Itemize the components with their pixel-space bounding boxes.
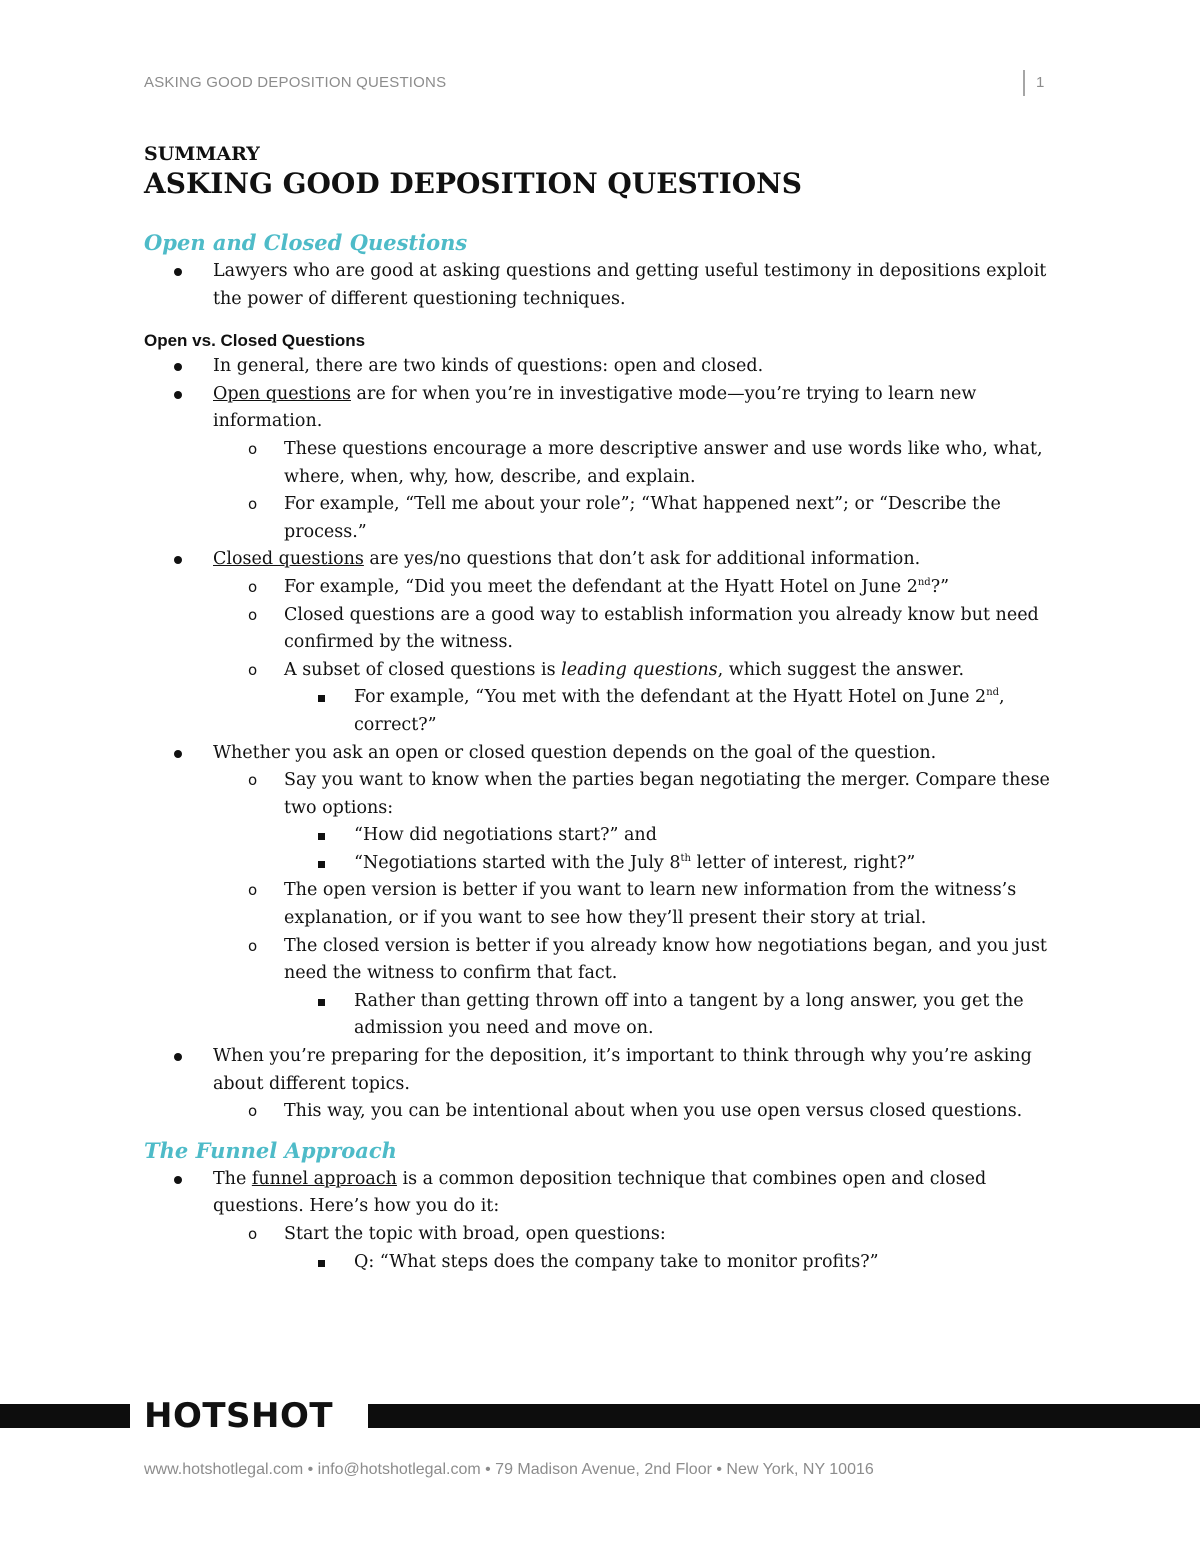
footer-contact-line: www.hotshotlegal.com • info@hotshotlegal.com • 79 Madison Avenue, 2nd Floor • New York, NY 10016 — [144, 1461, 874, 1478]
hotshot-logo: HOTSHOT — [144, 1396, 334, 1436]
term-closed-questions: Closed questions — [213, 549, 364, 570]
term-leading-questions: leading questions — [561, 659, 718, 680]
running-header-title: ASKING GOOD DEPOSITION QUESTIONS — [144, 74, 447, 91]
square-bullet-icon — [318, 822, 325, 850]
square-bullet-icon — [318, 1249, 325, 1277]
document-body — [144, 142, 1064, 1276]
list-item: Open questions are for when you’re in investigative mode—you’re trying to learn new information. — [144, 381, 1064, 436]
list-item: o Say you want to know when the parties began negotiating the merger. Compare these two options: — [144, 767, 1064, 822]
circle-bullet-icon: o — [248, 1102, 258, 1121]
list-item: Closed questions are yes/no questions that don’t ask for additional information. — [144, 546, 1064, 574]
list-item: Whether you ask an open or closed question depends on the goal of the question. — [144, 740, 1064, 768]
bullet-icon — [174, 1166, 182, 1194]
bullet-icon — [174, 546, 182, 574]
section-heading-funnel: The Funnel Approach — [144, 1137, 397, 1163]
section-heading-open-closed: Open and Closed Questions — [144, 230, 468, 255]
circle-bullet-icon: o — [248, 660, 258, 679]
square-bullet-icon — [318, 684, 325, 712]
circle-bullet-icon: o — [248, 771, 258, 790]
list-item: o The closed version is better if you already know how negotiations began, and you just need the witness to confirm that fact. — [144, 933, 1064, 988]
page-number: 1 — [1036, 74, 1045, 91]
list-item: o These questions encourage a more descriptive answer and use words like who, what, where, when, why, how, describe, and explain. — [144, 436, 1064, 491]
list-item: “Negotiations started with the July 8th letter of interest, right?” — [144, 850, 1064, 878]
list-item: o This way, you can be intentional about when you use open versus closed questions. — [144, 1098, 1064, 1126]
circle-bullet-icon: o — [248, 495, 258, 514]
list-item: o For example, “Did you meet the defendant at the Hyatt Hotel on June 2nd?” — [144, 574, 1064, 602]
bullet-icon — [174, 1043, 182, 1071]
list-item: o Start the topic with broad, open questions: — [144, 1221, 1064, 1249]
circle-bullet-icon: o — [248, 439, 258, 458]
subheading-open-vs-closed: Open vs. Closed Questions — [144, 331, 366, 351]
list-item: For example, “You met with the defendant at the Hyatt Hotel on June 2nd, correct?” — [144, 684, 1064, 739]
bullet-icon — [174, 258, 182, 286]
list-item: o Closed questions are a good way to establish information you already know but need confirmed by the witness. — [144, 602, 1064, 657]
list-item: o The open version is better if you want to learn new information from the witness’s explanation, or if you want to see how they’ll present their story at trial. — [144, 877, 1064, 932]
circle-bullet-icon: o — [248, 1225, 258, 1243]
summary-kicker: SUMMARY — [144, 143, 260, 165]
term-open-questions: Open questions — [213, 383, 351, 404]
circle-bullet-icon: o — [248, 936, 258, 955]
circle-bullet-icon: o — [248, 605, 258, 624]
bullet-icon — [174, 381, 182, 409]
circle-bullet-icon: o — [248, 577, 258, 596]
footer-bar-right — [368, 1404, 1200, 1428]
document-title: ASKING GOOD DEPOSITION QUESTIONS — [144, 167, 802, 200]
header-divider — [1023, 70, 1025, 96]
circle-bullet-icon: o — [248, 881, 258, 900]
list-item: “How did negotiations start?” and — [144, 822, 1064, 850]
list-item: Q: “What steps does the company take to monitor profits?” — [144, 1249, 1064, 1277]
list-item: In general, there are two kinds of questions: open and closed. — [144, 353, 1064, 381]
term-funnel-approach: funnel approach — [251, 1168, 397, 1189]
list-item: The funnel approach is a common deposition technique that combines open and closed questions. Here’s how you do it: — [144, 1166, 1064, 1221]
footer-bar-left — [0, 1404, 130, 1428]
bullet-icon — [174, 740, 182, 768]
list-item: Lawyers who are good at asking questions and getting useful testimony in depositions exploit the power of different questioning techniques. — [144, 258, 1064, 313]
square-bullet-icon — [318, 988, 325, 1016]
square-bullet-icon — [318, 850, 325, 878]
list-item: Rather than getting thrown off into a tangent by a long answer, you get the admission you need and move on. — [144, 988, 1064, 1043]
list-item: o A subset of closed questions is leading questions, which suggest the answer. — [144, 657, 1064, 685]
list-item: When you’re preparing for the deposition, it’s important to think through why you’re asking about different topics. — [144, 1043, 1064, 1098]
bullet-icon — [174, 353, 182, 381]
list-item: o For example, “Tell me about your role”; “What happened next”; or “Describe the process.” — [144, 491, 1064, 546]
